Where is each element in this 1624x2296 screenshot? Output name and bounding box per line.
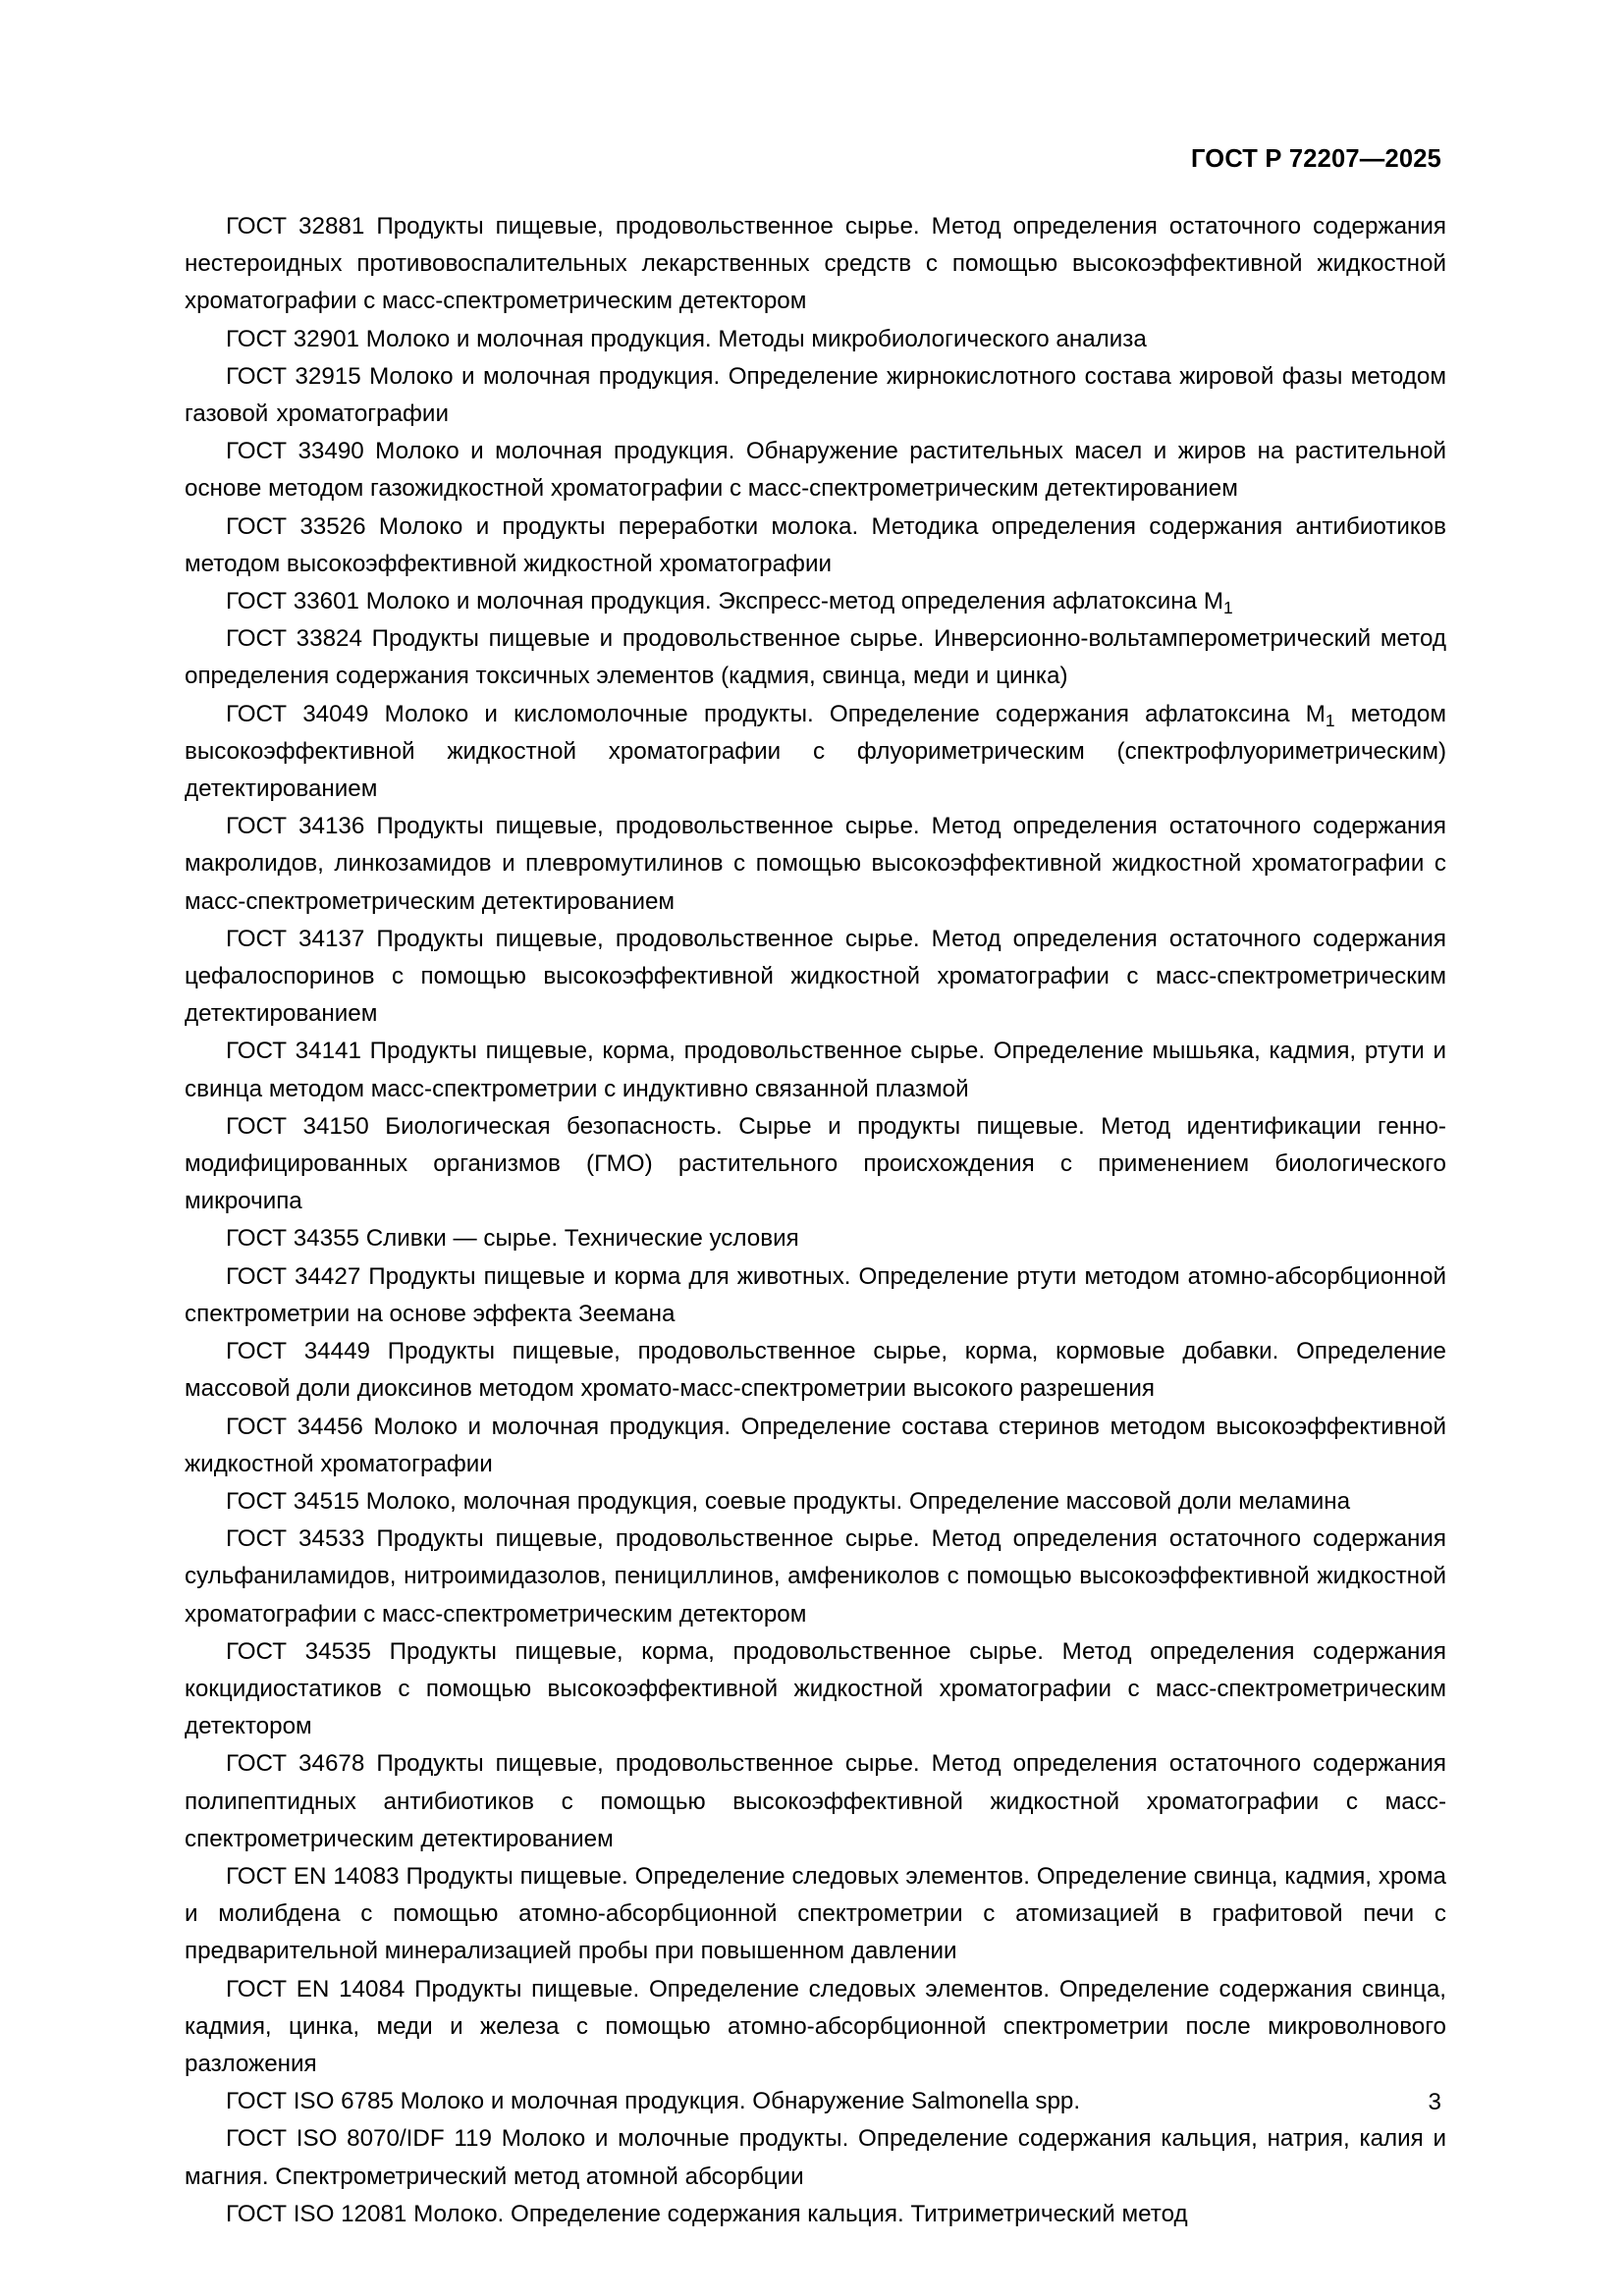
reference-entry-gost-33526: ГОСТ 33526 Молоко и продукты переработки молока. Методика определения содержания антибиотиков методом высокоэффективной жидкостной хроматографии (185, 512, 1446, 577)
reference-entry-gost-34137: ГОСТ 34137 Продукты пищевые, продовольственное сырье. Метод определения остаточного содержания цефалоспоринов с помощью высокоэффективной жидкостной хроматографии с масс-спектрометрическим детектированием (185, 925, 1446, 1028)
reference-entry-gost-33824: ГОСТ 33824 Продукты пищевые и продовольственное сырье. Инверсионно-вольтамперометрический метод определения содержания токсичных элементов (кадмия, свинца, меди и цинка) (185, 625, 1446, 690)
reference-entry-gost-34515: ГОСТ 34515 Молоко, молочная продукция, соевые продукты. Определение массовой доли меламина (226, 1487, 1351, 1515)
reference-entry-gost-32915: ГОСТ 32915 Молоко и молочная продукция. Определение жирнокислотного состава жировой фазы методом газовой хроматографии (185, 362, 1446, 428)
reference-entry-gost-34533: ГОСТ 34533 Продукты пищевые, продовольственное сырье. Метод определения остаточного содержания сульфаниламидов, нитроимидазолов, пенициллинов, амфениколов с помощью высокоэффективной жидкостной хроматографии с масс-спектрометрическим детектором (185, 1525, 1446, 1628)
reference-entry-gost-32901: ГОСТ 32901 Молоко и молочная продукция. Методы микробиологического анализа (226, 325, 1147, 352)
reference-text-part: ГОСТ 34049 Молоко и кисломолочные продукты. Определение содержания афлатоксина M (226, 700, 1326, 727)
reference-entry-gost-34427: ГОСТ 34427 Продукты пищевые и корма для животных. Определение ртути методом атомно-абсорбционной спектрометрии на основе эффекта Зеемана (185, 1262, 1446, 1327)
reference-entry-gost-34678: ГОСТ 34678 Продукты пищевые, продовольственное сырье. Метод определения остаточного содержания полипептидных антибиотиков с помощью высокоэффективной жидкостной хроматографии с масс-спектрометрическим детектированием (185, 1750, 1446, 1852)
page-header-standard-number: ГОСТ Р 72207—2025 (1190, 145, 1441, 173)
reference-entry-gost-34355: ГОСТ 34355 Сливки — сырье. Технические условия (226, 1225, 799, 1253)
page-number: 3 (1428, 2089, 1441, 2115)
reference-entry-gost-34456: ГОСТ 34456 Молоко и молочная продукция. Определение состава стеринов методом высокоэффективной жидкостной хроматографии (185, 1413, 1446, 1477)
reference-entry-gost-en-14083: ГОСТ EN 14083 Продукты пищевые. Определение следовых элементов. Определение свинца, кадмия, хрома и молибдена с помощью атомно-абсорбционной спектрометрии с атомизацией в графитовой печи с предварительной минерализацией пробы при повышенном давлении (185, 1862, 1446, 1965)
reference-entry-gost-32881: ГОСТ 32881 Продукты пищевые, продовольственное сырье. Метод определения остаточного содержания нестероидных противовоспалительных лекарственных средств с помощью высокоэффективной жидкостной хроматографии с масс-спектрометрическим детектором (185, 213, 1446, 315)
reference-entry-gost-34136: ГОСТ 34136 Продукты пищевые, продовольственное сырье. Метод определения остаточного содержания макролидов, линкозамидов и плевромутилинов с помощью высокоэффективной жидкостной хроматографии с масс-спектрометрическим детектированием (185, 813, 1446, 915)
reference-entry-gost-34141: ГОСТ 34141 Продукты пищевые, корма, продовольственное сырье. Определение мышьяка, кадмия, ртути и свинца методом масс-спектрометрии с индуктивно связанной плазмой (185, 1038, 1446, 1102)
subscript-aflatoxin-index: 1 (1325, 710, 1335, 730)
reference-entry-gost-iso-8070: ГОСТ ISO 8070/IDF 119 Молоко и молочные продукты. Определение содержания кальция, натрия, калия и магния. Спектрометрический метод атомной абсорбции (185, 2125, 1446, 2190)
reference-entry-gost-iso-12081: ГОСТ ISO 12081 Молоко. Определение содержания кальция. Титриметрический метод (226, 2200, 1188, 2227)
reference-text-part: ГОСТ 33601 Молоко и молочная продукция. Экспресс-метод определения афлатоксина M (226, 588, 1223, 615)
reference-text-part-tail: методом высокоэффективной жидкостной хроматографии с флуориметрическим (спектрофлуориметрическим) детектированием (185, 700, 1446, 803)
reference-entry-gost-34150: ГОСТ 34150 Биологическая безопасность. Сырье и продукты пищевые. Метод идентификации генно-модифицированных организмов (ГМО) растительного происхождения с применением биологического микрочипа (185, 1112, 1446, 1215)
reference-entry-gost-33490: ГОСТ 33490 Молоко и молочная продукция. Обнаружение растительных масел и жиров на растительной основе методом газожидкостной хроматографии с масс-спектрометрическим детектированием (185, 438, 1446, 503)
reference-entry-gost-33601 (185, 583, 1446, 620)
reference-entry-gost-34535: ГОСТ 34535 Продукты пищевые, корма, продовольственное сырье. Метод определения содержания кокцидиостатиков с помощью высокоэффективной жидкостной хроматографии с масс-спектрометрическим детектором (185, 1637, 1446, 1740)
reference-entry-gost-en-14084: ГОСТ EN 14084 Продукты пищевые. Определение следовых элементов. Определение содержания свинца, кадмия, цинка, меди и железа с помощью атомно-абсорбционной спектрометрии после микроволнового разложения (185, 1975, 1446, 2077)
subscript-aflatoxin-index: 1 (1222, 598, 1233, 618)
normative-references-list (185, 208, 1446, 2233)
reference-entry-gost-34449: ГОСТ 34449 Продукты пищевые, продовольственное сырье, корма, кормовые добавки. Определение массовой доли диоксинов методом хромато-масс-спектрометрии высокого разрешения (185, 1338, 1446, 1403)
reference-entry-gost-34049 (185, 696, 1446, 809)
reference-entry-gost-iso-6785: ГОСТ ISO 6785 Молоко и молочная продукция. Обнаружение Salmonella spp. (226, 2088, 1081, 2115)
